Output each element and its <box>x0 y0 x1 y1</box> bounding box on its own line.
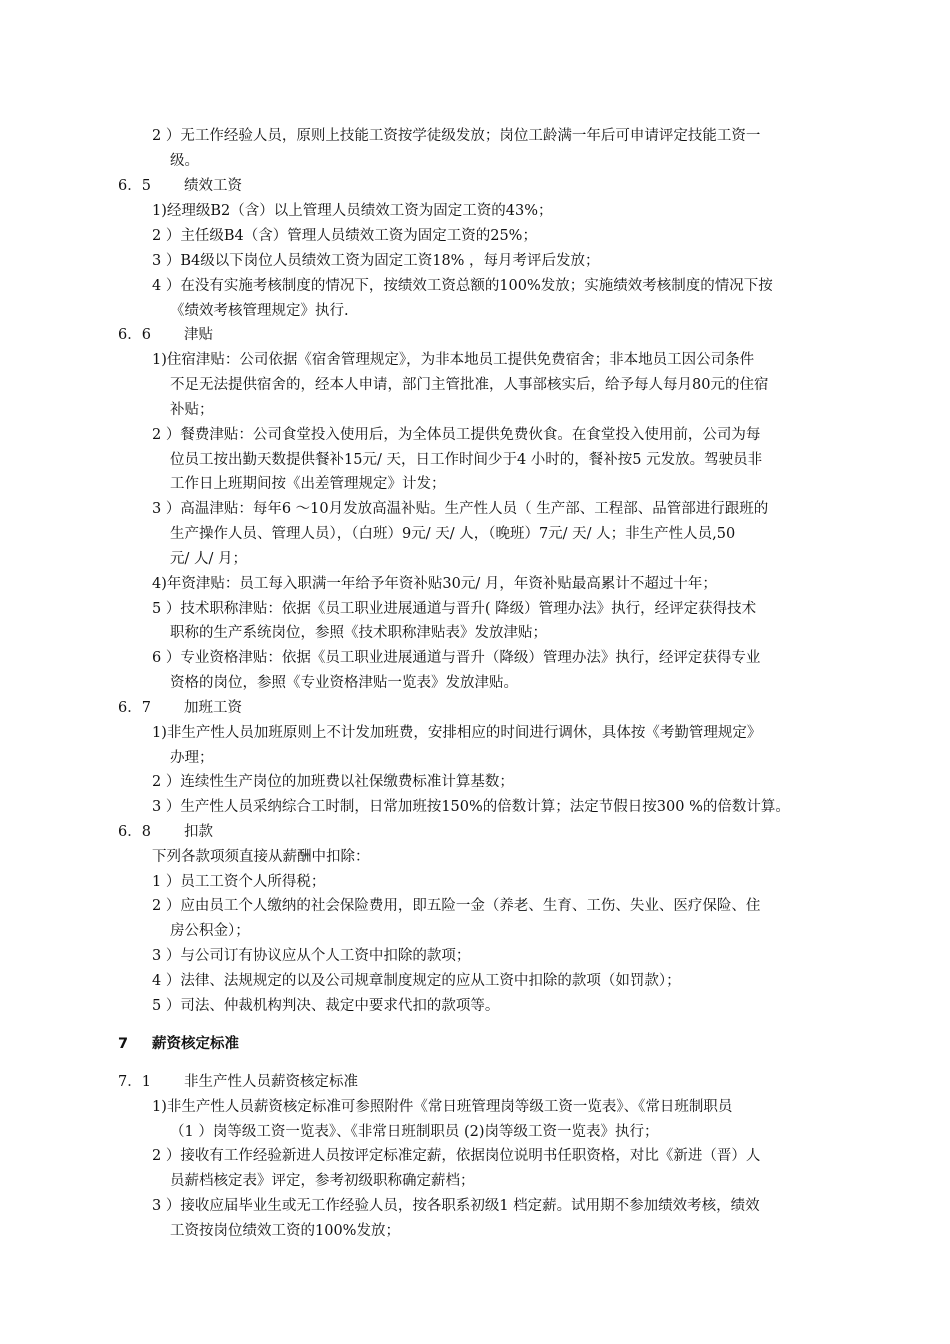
paragraph-line: 2 ）连续性生产岗位的加班费以社保缴费标准计算基数； <box>152 774 514 790</box>
paragraph-line: 3 ）与公司订有协议应从个人工资中扣除的款项； <box>152 948 471 964</box>
paragraph-line: 4)年资津贴：员工每入职满一年给予年资补贴30元/ 月，年资补贴最高累计不超过十年； <box>152 576 717 592</box>
paragraph-line: 位员工按出勤天数提供餐补15元/ 天，日工作时间少于4 小时的，餐补按5 元发放。驾驶员非 <box>170 452 763 468</box>
paragraph-line: 1)住宿津贴：公司依据《宿舍管理规定》，为非本地员工提供免费宿舍；非本地员工因公司条件 <box>152 352 755 368</box>
section-heading-6-7 <box>118 698 242 718</box>
paragraph-line: 资格的岗位，参照《专业资格津贴一览表》发放津贴。 <box>170 675 518 691</box>
paragraph-line: 生产操作人员、管理人员），（白班）9元/ 天/ 人，（晚班）7元/ 天/ 人；非生产性人员,50 <box>170 526 736 542</box>
paragraph-line: 1)非生产性人员薪资核定标准可参照附件《常日班管理岗等级工资一览表》、《常日班制职员 <box>152 1099 733 1115</box>
paragraph-line: 4 ）法律、法规规定的以及公司规章制度规定的应从工资中扣除的款项（如罚款）； <box>152 973 681 989</box>
paragraph-line: 工资按岗位绩效工资的100%发放； <box>170 1223 400 1239</box>
paragraph-line: 5 ）技术职称津贴：依据《员工职业进展通道与晋升( 降级）管理办法》执行，经评定获得技术 <box>152 601 757 617</box>
section-heading-6-8 <box>118 822 213 842</box>
paragraph-line: 补贴； <box>170 402 214 418</box>
paragraph-line: 6 ）专业资格津贴：依据《员工职业进展通道与晋升（降级）管理办法》执行，经评定获得专业 <box>152 650 761 666</box>
paragraph-line: 2 ）主任级B4（含）管理人员绩效工资为固定工资的25%； <box>152 228 537 244</box>
paragraph-line: 3 ）生产性人员采纳综合工时制，日常加班按150%的倍数计算；法定节假日按300 %的倍数计算。 <box>152 799 790 815</box>
paragraph-line: 房公积金）； <box>170 923 250 939</box>
paragraph-line: 1)非生产性人员加班原则上不计发加班费，安排相应的时间进行调休，具体按《考勤管理规定》 <box>152 725 762 741</box>
paragraph-line: 1)经理级B2（含）以上管理人员绩效工资为固定工资的43%； <box>152 203 553 219</box>
section-heading-6-5 <box>118 176 242 196</box>
paragraph-line: 下列各款项须直接从薪酬中扣除： <box>152 849 370 865</box>
section-title: 非生产性人员薪资核定标准 <box>184 1074 358 1090</box>
section-title: 加班工资 <box>184 700 242 716</box>
section-number: 7．1 <box>118 1074 151 1090</box>
paragraph-line: 办理； <box>170 750 214 766</box>
section-title: 绩效工资 <box>184 178 242 194</box>
paragraph-line: 元/ 人/ 月； <box>170 551 247 567</box>
paragraph-line: 2 ）接收有工作经验新进人员按评定标准定薪，依据岗位说明书任职资格，对比《新进（晋）人 <box>152 1148 761 1164</box>
paragraph-line: 级。 <box>170 153 199 169</box>
section-number: 6．7 <box>118 700 151 716</box>
section-title: 津贴 <box>184 327 213 343</box>
section-heading-7-1 <box>118 1072 358 1092</box>
section-title: 扣款 <box>184 824 213 840</box>
section-number: 6．8 <box>118 824 151 840</box>
paragraph-line: 4 ）在没有实施考核制度的情况下，按绩效工资总额的100%发放；实施绩效考核制度的情况下按 <box>152 278 773 294</box>
chapter-number: 7 <box>118 1036 129 1052</box>
paragraph-line: （1 ）岗等级工资一览表》、《非常日班制职员 (2)岗等级工资一览表》执行； <box>170 1124 659 1140</box>
paragraph-line: 3 ）B4级以下岗位人员绩效工资为固定工资18% ，每月考评后发放； <box>152 253 600 269</box>
paragraph-line: 员薪档核定表》评定，参考初级职称确定薪档； <box>170 1173 475 1189</box>
paragraph-line: 2 ）餐费津贴：公司食堂投入使用后，为全体员工提供免费伙食。在食堂投入使用前，公司为每 <box>152 427 761 443</box>
section-heading-6-6 <box>118 325 213 345</box>
section-number: 6．5 <box>118 178 151 194</box>
paragraph-line: 2 ）应由员工个人缴纳的社会保险费用，即五险一金（养老、生育、工伤、失业、医疗保险、住 <box>152 898 761 914</box>
paragraph-line: 《绩效考核管理规定》执行. <box>170 303 349 319</box>
chapter-title: 薪资核定标准 <box>152 1036 239 1052</box>
paragraph-line: 1 ）员工工资个人所得税； <box>152 874 326 890</box>
paragraph-line: 3 ）高温津贴：每年6 ～10月发放高温补贴。生产性人员（ 生产部、工程部、品管部进行跟班的 <box>152 501 769 517</box>
section-number: 6．6 <box>118 327 151 343</box>
chapter-heading <box>118 1034 239 1054</box>
paragraph-line: 不足无法提供宿舍的，经本人申请，部门主管批准，人事部核实后，给予每人每月80元的住宿 <box>170 377 769 393</box>
paragraph-line: 工作日上班期间按《出差管理规定》计发； <box>170 476 446 492</box>
paragraph-line: 职称的生产系统岗位，参照《技术职称津贴表》发放津贴； <box>170 625 547 641</box>
paragraph-line: 5 ）司法、仲裁机构判决、裁定中要求代扣的款项等。 <box>152 998 500 1014</box>
paragraph-line: 3 ）接收应届毕业生或无工作经验人员，按各职系初级1 档定薪。试用期不参加绩效考核，绩效 <box>152 1198 760 1214</box>
paragraph-line: 2 ）无工作经验人员，原则上技能工资按学徒级发放；岗位工龄满一年后可申请评定技能工资一 <box>152 128 761 144</box>
